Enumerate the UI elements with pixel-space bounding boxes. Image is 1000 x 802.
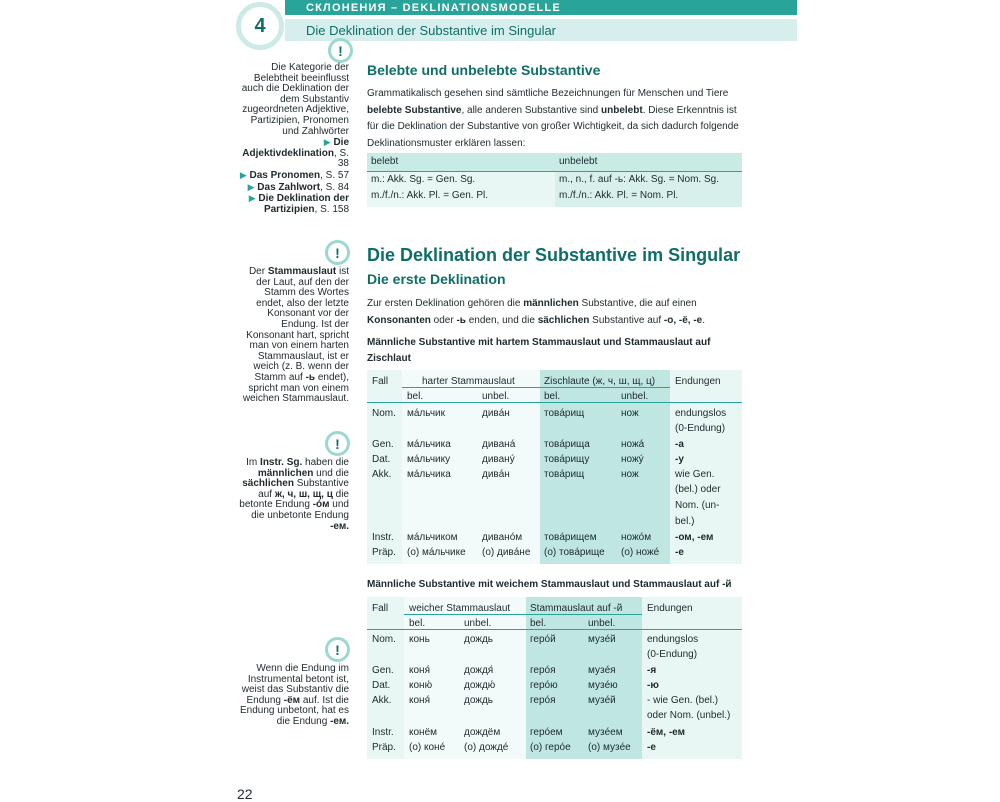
table-cell: герóя (530, 665, 556, 676)
table-cell: Stammauslaut auf -й (530, 603, 623, 614)
table-cell: диванóм (482, 532, 523, 543)
table-cell: Akk. (372, 695, 392, 706)
table-cell: дождю́ (464, 680, 496, 691)
table-cell: Fall (372, 376, 389, 387)
table-cell: Nom. (372, 634, 396, 645)
table-cell: - wie Gen. (bel.) (647, 695, 719, 706)
table-cell: (о) товáрище (544, 547, 605, 558)
sidebar-note-stress: Wenn die Endung im Instrumental betont ist, weist das Substantiv die Endung -ём auf. Ist die Endung unbetont, hat es die Endung -ем. (240, 663, 349, 727)
table-cell: Dat. (372, 680, 391, 691)
table-cell: музéем (588, 727, 623, 738)
table-cell: мáльчиком (407, 532, 458, 543)
table-cell: ножóм (621, 532, 652, 543)
table2-title: Männliche Substantive mit weichem Stammauslaut und Stammauslaut auf -й (367, 579, 732, 590)
table-cell: дивáн (482, 408, 510, 419)
animacy-table (367, 153, 742, 207)
table-cell: мáльчика (407, 469, 451, 480)
table-shade (367, 171, 742, 172)
sidebar-link[interactable]: ▶ Die Adjektivdeklination, S. 38 (242, 137, 349, 170)
table-cell: harter Stammauslaut (422, 376, 515, 387)
table-cell: belebt (371, 156, 399, 167)
chapter-number: 4 (236, 2, 284, 50)
table-cell: unbel. (588, 618, 616, 629)
table1-title: Männliche Substantive mit hartem Stammauslaut und Stammauslaut auf Zischlaut (367, 337, 711, 364)
table-cell: нож (621, 469, 639, 480)
table-cell: товáрищу (544, 454, 590, 465)
table-cell: герóя (530, 695, 556, 706)
sidebar-link[interactable]: ▶ Das Zahlwort, S. 84 (247, 181, 349, 193)
table-cell: unbel. (482, 391, 510, 402)
paragraph-first-declination: Zur ersten Deklination gehören die männlichen Substantive, die auf einen Konsonanten oder -ь enden, und die sächlichen Substantive auf -о, -ё, -е. (367, 298, 706, 326)
table-cell: Nom. (372, 408, 396, 419)
section-heading-animacy: Belebte und unbelebte Substantive (367, 62, 601, 78)
table-cell: ножý (621, 454, 644, 465)
table-cell: Akk. (372, 469, 392, 480)
table-shade (367, 153, 742, 171)
table-cell: (bel.) oder (675, 484, 721, 495)
table-cell: Nom. (un- (675, 500, 720, 511)
table-cell: unbelebt (559, 156, 598, 167)
chapter-subtitle: Die Deklination der Substantive im Singular (306, 23, 557, 38)
table-cell: -ом, -ем (675, 532, 714, 543)
table-cell: Fall (372, 603, 389, 614)
table-cell: диванý (482, 454, 515, 465)
table-cell: -а (675, 439, 684, 450)
sidebar-note-instr: Im Instr. Sg. haben die männlichen und die sächlichen Substantive auf ж, ч, ш, щ, ц die betonte Endung -óм und die unbetonte Endung -ем. (239, 457, 349, 532)
table-cell: (о) ножé (621, 547, 660, 558)
table-cell: (0-Endung) (675, 423, 726, 434)
table-cell: музéю (588, 680, 618, 691)
table-cell: товáрища (544, 439, 590, 450)
table-cell: -ём, -ем (647, 727, 686, 738)
table-cell: (о) мáльчике (407, 547, 466, 558)
table-cell: (о) музéе (588, 742, 631, 753)
exclamation-icon: ! (325, 431, 350, 456)
table-cell: дождь (464, 695, 494, 706)
table-cell: Präp. (372, 742, 396, 753)
table-cell: m./f./n.: Akk. Pl. = Nom. Pl. (559, 190, 679, 201)
table-cell: коня́ (409, 695, 430, 706)
table-cell: мáльчик (407, 408, 445, 419)
table-cell: герóю (530, 680, 558, 691)
table-cell: товáрищ (544, 469, 585, 480)
table-cell: oder Nom. (unbel.) (647, 710, 731, 721)
table-cell: конь (409, 634, 430, 645)
table-cell: m.: Akk. Sg. = Gen. Sg. (371, 174, 476, 185)
table-cell: Dat. (372, 454, 391, 465)
table-cell: (о) дождé (464, 742, 509, 753)
table-cell: bel.) (675, 516, 695, 527)
sidebar-link[interactable]: ▶ Das Pronomen, S. 57 (239, 169, 349, 181)
chapter-title: СКЛОНЕНИЯ – DEKLINATIONSMODELLE (306, 2, 561, 14)
exclamation-icon: ! (328, 38, 353, 63)
sidebar-link[interactable]: ▶ Die Deklination der Partizipien, S. 158 (248, 193, 349, 215)
table-cell: -у (675, 454, 684, 465)
table-cell: дождём (464, 727, 501, 738)
table-cell: дождя́ (464, 665, 494, 676)
table-cell: музéй (588, 634, 616, 645)
exclamation-icon: ! (325, 240, 350, 265)
page-number: 22 (237, 786, 253, 802)
table-cell: (о) герóе (530, 742, 571, 753)
table-cell: Präp. (372, 547, 396, 558)
table-cell: музéя (588, 665, 616, 676)
declination-table-hard (367, 370, 742, 564)
paragraph-animacy: Grammatikalisch gesehen sind sämtliche Bezeichnungen für Menschen und Tiere belebte Substantive, alle anderen Substantive sind unbelebt. Diese Erkenntnis ist für die Deklination der Substantive von großer Wichtigkeit, da sich dadurch folgende Deklinationsmuster erklären lassen: (367, 88, 739, 149)
table-cell: unbel. (621, 391, 649, 402)
table-cell: bel. (409, 618, 426, 629)
table-cell: Endungen (647, 603, 693, 614)
table-cell: ножá (621, 439, 645, 450)
table-cell: endungslos (647, 634, 699, 645)
table-cell: -ю (647, 680, 659, 691)
table-cell: Gen. (372, 665, 394, 676)
table-cell: Zischlaute (ж, ч, ш, щ, ц) (544, 376, 656, 387)
table-cell: товáрищем (544, 532, 597, 543)
table-cell: m., n., f. auf -ь: Akk. Sg. = Nom. Sg. (559, 174, 719, 185)
table-cell: unbel. (464, 618, 492, 629)
table-cell: мáльчика (407, 439, 451, 450)
table-cell: мáльчику (407, 454, 451, 465)
table-cell: -е (675, 547, 684, 558)
table-cell: endungslos (675, 408, 727, 419)
section-heading-declination: Die Deklination der Substantive im Singular (367, 245, 741, 265)
table-cell: Gen. (372, 439, 394, 450)
table-cell: дивáн (482, 469, 510, 480)
table-cell: bel. (407, 391, 424, 402)
sidebar-note-stem: Der Stammauslaut ist der Laut, auf den der Stamm des Wortes endet, also der letzte Konsonant vor der Endung. Ist der Konsonant hart, spricht man von einem harten Stammauslaut, ist er weich (z. B. wenn der Stamm auf -ь endet), spricht man von einem weichen Stammauslaut. (242, 266, 349, 405)
table-cell: (о) конé (409, 742, 446, 753)
table-cell: герóй (530, 634, 556, 645)
table-cell: дождь (464, 634, 494, 645)
sidebar-note-animacy: Die Kategorie der Belebtheit beeinflusst auch die Deklination der dem Substantiv zugeordneten Adjektive, Partizipien, Pronomen und Zahlwörter ▶ Die Adjektivdeklination, S. 38 ▶ Das Pronomen, S. 57 ▶ Das Zahlwort, S. 84 ▶ Die Deklination der Partizipien, S. 158 (239, 62, 349, 215)
table-cell: нож (621, 408, 639, 419)
table-cell: герóем (530, 727, 563, 738)
exclamation-icon: ! (325, 637, 350, 662)
table-cell: коня́ (409, 665, 430, 676)
table-cell: коню́ (409, 680, 433, 691)
table-cell: bel. (530, 618, 547, 629)
table-cell: музéй (588, 695, 616, 706)
table-cell: bel. (544, 391, 561, 402)
table-cell: m./f./n.: Akk. Pl. = Gen. Pl. (371, 190, 488, 201)
table-cell: товáрищ (544, 408, 585, 419)
table-cell: (о) дивáне (482, 547, 531, 558)
table-cell: конём (409, 727, 438, 738)
subheading-first-declination: Die erste Deklination (367, 271, 506, 287)
declination-table-soft (367, 597, 742, 759)
table-cell: weicher Stammauslaut (409, 603, 511, 614)
table-cell: диванá (482, 439, 516, 450)
table-cell: -е (647, 742, 656, 753)
table-cell: (0-Endung) (647, 649, 698, 660)
table-cell: Instr. (372, 727, 394, 738)
table-cell: Instr. (372, 532, 394, 543)
table-cell: Endungen (675, 376, 721, 387)
table-cell: wie Gen. (675, 469, 715, 480)
table-cell: -я (647, 665, 657, 676)
